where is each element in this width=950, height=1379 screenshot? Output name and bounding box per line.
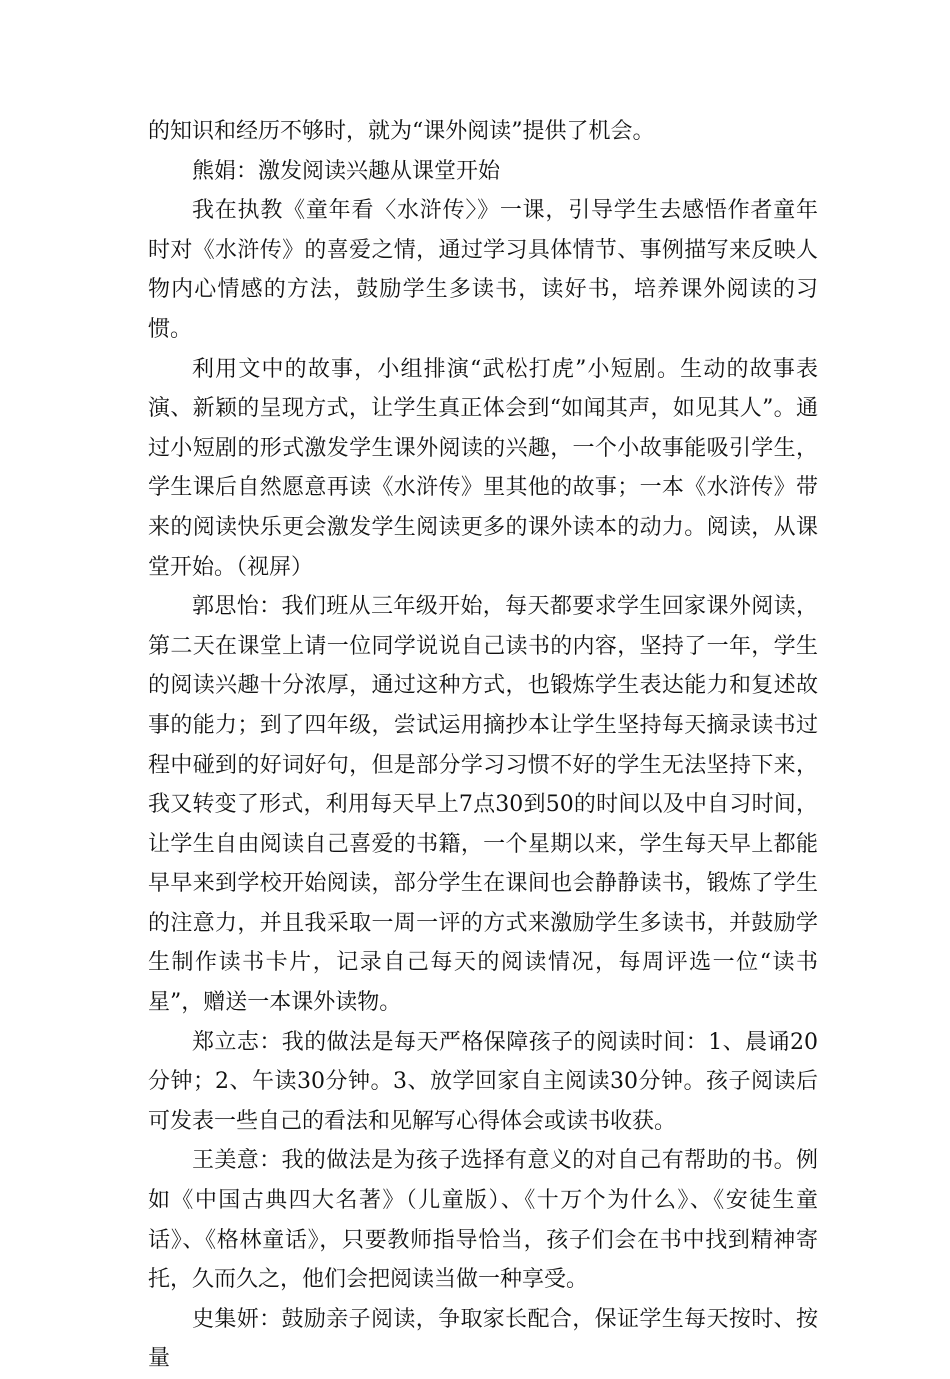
paragraph-shi-jiyan: 史集妍：鼓励亲子阅读，争取家长配合，保证学生每天按时、按量 (148, 1306, 818, 1372)
paragraph-zheng-lizhi: 郑立志：我的做法是每天严格保障孩子的阅读时间：1、晨诵20分钟；2、午读30分钟。3、放学回家自主阅读30分钟。孩子阅读后可发表一些自己的看法和见解写心得体会或读书收获。 (148, 1029, 818, 1134)
paragraph-short-play: 利用文中的故事，小组排演“武松打虎”小短剧。生动的故事表演、新颖的呈现方式，让学生真正体会到“如闻其声，如见其人”。通过小短剧的形式激发学生课外阅读的兴趣，一个小故事能吸引学生，学生课后自然愿意再读《水浒传》里其他的故事；一本《水浒传》带来的阅读快乐更会激发学生阅读更多的课外读本的动力。阅读，从课堂开始。（视屏） (148, 356, 818, 580)
paragraph-continuation: 的知识和经历不够时，就为“课外阅读”提供了机会。 (148, 119, 655, 144)
paragraph-shuihu-lesson: 我在执教《童年看〈水浒传〉》一课，引导学生去感悟作者童年时对《水浒传》的喜爱之情，通过学习具体情节、事例描写来反映人物内心情感的方法，鼓励学生多读书，读好书，培养课外阅读的习惯。 (148, 198, 818, 342)
document-body (148, 112, 818, 1379)
paragraph-guo-siyi: 郭思怡：我们班从三年级开始，每天都要求学生回家课外阅读，第二天在课堂上请一位同学说说自己读书的内容，坚持了一年，学生的阅读兴趣十分浓厚，通过这种方式，也锻炼学生表达能力和复述故事的能力；到了四年级，尝试运用摘抄本让学生坚持每天摘录读书过程中碰到的好词好句，但是部分学习习惯不好的学生无法坚持下来，我又转变了形式，利用每天早上7点30到50的时间以及中自习时间，让学生自由阅读自己喜爱的书籍，一个星期以来，学生每天早上都能早早来到学校开始阅读，部分学生在课间也会静静读书，锻炼了学生的注意力，并且我采取一周一评的方式来激励学生多读书，并鼓励学生制作读书卡片，记录自己每天的阅读情况，每周评选一位“读书星”，赠送一本课外读物。 (148, 594, 818, 1016)
paragraph-wang-meiyi: 王美意：我的做法是为孩子选择有意义的对自己有帮助的书。例如《中国古典四大名著》（儿童版）、《十万个为什么》、《安徒生童话》、《格林童话》，只要教师指导恰当，孩子们会在书中找到精神寄托，久而久之，他们会把阅读当做一种享受。 (148, 1148, 818, 1293)
paragraph-heading-xiong-juan: 熊娟：激发阅读兴趣从课堂开始 (192, 158, 501, 184)
